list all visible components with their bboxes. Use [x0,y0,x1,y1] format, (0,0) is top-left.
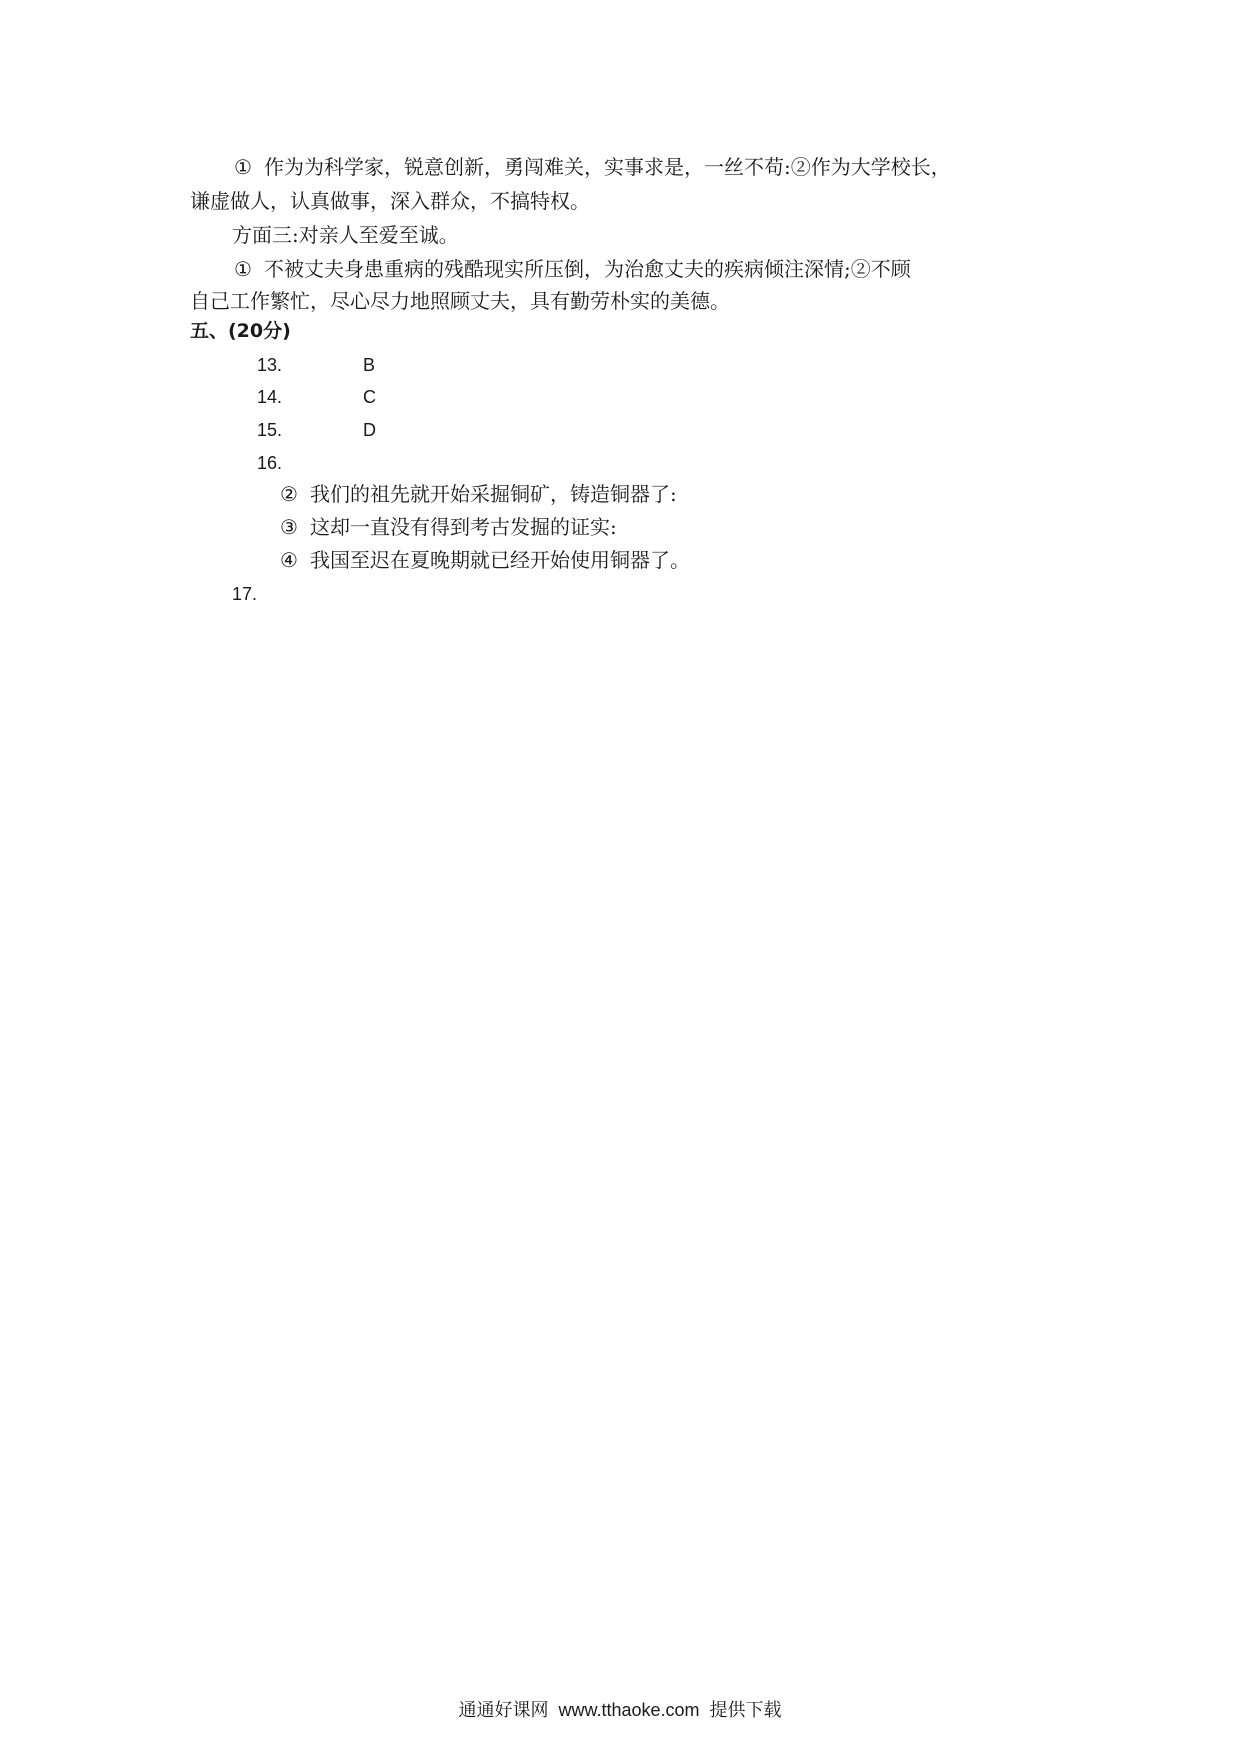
question-14 [257,385,376,409]
paragraph-1-text-2: 谦虚做人，认真做事，深入群众，不搞特权。 [190,189,590,213]
paragraph-1-line-2 [190,188,590,214]
circled-number-marker: ① [234,257,252,281]
page-footer [0,1698,1240,1723]
question-number: 16. [257,453,283,473]
question-answer: C [363,387,376,407]
circled-number-marker: ① [234,155,252,179]
question-number: 13. [257,355,283,375]
question-16 [257,451,282,475]
question-number: 17. [232,584,258,604]
paragraph-2-line-1 [232,256,911,282]
aspect-three-text: 方面三:对亲人至爱至诚。 [232,223,459,247]
footer-url: www.tthaoke.com [558,1700,700,1720]
aspect-three-heading [232,222,459,248]
paragraph-1-line-1 [232,154,951,180]
question-16-item [278,481,677,507]
question-13 [257,353,375,377]
circled-number-marker: ② [280,482,298,506]
paragraph-2-text-2: 自己工作繁忙，尽心尽力地照顾丈夫，具有勤劳朴实的美德。 [190,289,730,313]
circled-number-marker: ④ [280,548,298,572]
paragraph-1-text-1: 作为为科学家，锐意创新，勇闯难关，实事求是，一丝不苟:②作为大学校长， [264,155,951,179]
question-17 [232,582,257,606]
question-16-item [278,514,617,540]
section-5-heading: 五、(20分) [190,320,291,342]
footer-site-name: 通通好课网 [458,1700,549,1721]
question-16-item-text: 这却一直没有得到考古发掘的证实: [310,515,617,539]
question-16-item [278,547,690,573]
paragraph-2-text-1: 不被丈夫身患重病的残酷现实所压倒，为治愈丈夫的疾病倾注深情;②不顾 [264,257,911,281]
question-answer: B [363,355,376,375]
question-answer: D [363,420,376,440]
footer-suffix: 提供下载 [709,1700,782,1721]
paragraph-2-line-2 [190,288,730,314]
circled-number-marker: ③ [280,515,298,539]
question-16-item-text: 我国至迟在夏晚期就已经开始使用铜器了。 [310,548,690,572]
question-16-item-text: 我们的祖先就开始采掘铜矿，铸造铜器了: [310,482,677,506]
question-15 [257,418,376,442]
question-number: 14. [257,387,283,407]
question-number: 15. [257,420,283,440]
